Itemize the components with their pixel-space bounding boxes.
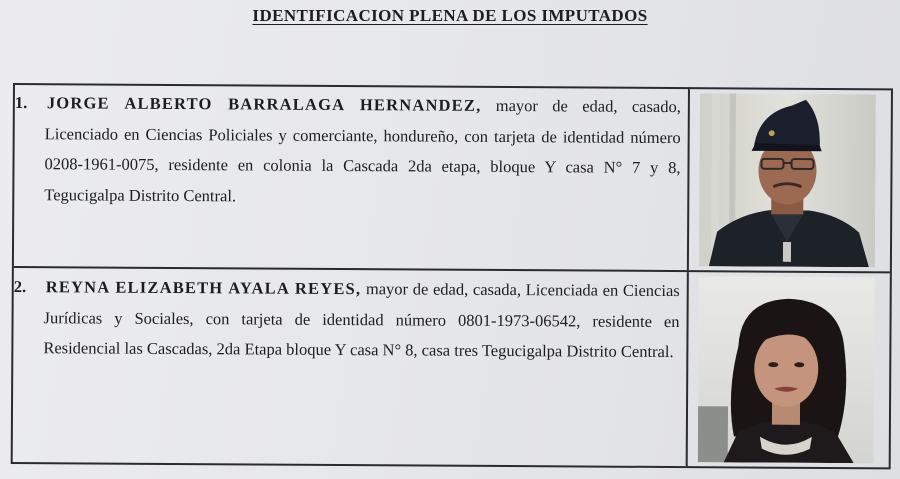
defendant-2-text-cell (13, 268, 689, 466)
defendant-1-photo (699, 93, 876, 267)
defendant-2-photo (698, 276, 875, 463)
document-title (0, 6, 900, 26)
police-officer-portrait-icon (699, 93, 876, 267)
defendant-1-text-cell (14, 85, 690, 270)
defendant-2-description: mayor de edad, casada, Licenciada en Ciencias Jurídicas y Sociales, con tarjeta de identidad número 0801-1973-06542, residente en Residencial las Cascadas, 2da Etapa bloque Y casa N° 8, casa tres Tegucigalpa Distrito Central. (43, 279, 680, 362)
defendant-2-photo-cell (688, 272, 890, 467)
defendant-1-description: mayor de edad, casado, Licenciado en Ciencias Policiales y comerciante, hondureño, con tarjeta de identidad número 0208-1961-0075, residente en colonia la Cascada 2da etapa, bloque Y casa N° 7 y 8, Tegucigalpa Distrito Central. (44, 95, 681, 205)
defendants-table (11, 83, 893, 469)
defendant-2-name: REYNA ELIZABETH AYALA REYES, (45, 277, 362, 299)
defendant-1-number: 1. (14, 93, 28, 113)
woman-portrait-icon (698, 276, 875, 463)
defendant-2-number: 2. (13, 277, 27, 297)
table-row-defendant-1 (14, 85, 891, 273)
defendant-2-paragraph (13, 272, 680, 367)
document-title-text: IDENTIFICACION PLENA DE LOS IMPUTADOS (252, 6, 648, 25)
defendant-1-name: JORGE ALBERTO BARRALAGA HERNANDEZ, (46, 93, 482, 115)
defendant-1-photo-cell (689, 89, 891, 271)
defendant-1-paragraph (14, 88, 681, 214)
table-row-defendant-2 (13, 268, 890, 467)
